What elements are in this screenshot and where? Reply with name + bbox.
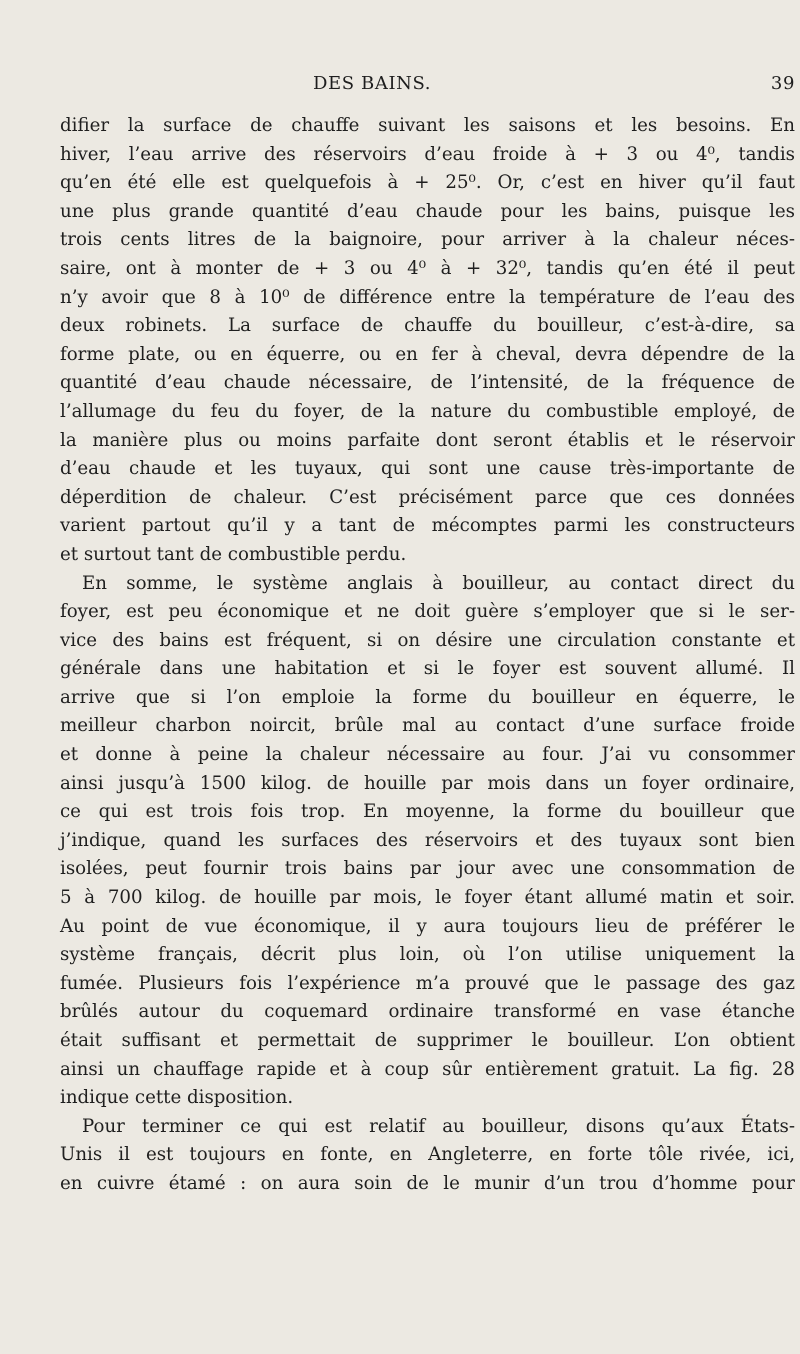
text-line: n’y avoir que 8 à 10⁰ de différence entre la température de l’eau des [60, 286, 795, 308]
text-line: et donne à peine la chaleur nécessaire au four. J’ai vu consommer [60, 744, 795, 766]
text-line: difier la surface de chauffe suivant les saisons et les besoins. En [60, 115, 795, 136]
running-header [60, 73, 795, 103]
paragraph-2 [60, 570, 795, 1113]
paragraph-1 [60, 112, 795, 570]
text-line: deux robinets. La surface de chauffe du bouilleur, c’est-à-dire, sa [60, 315, 795, 337]
text-line: fumée. Plusieurs fois l’expérience m’a prouvé que le passage des gaz [60, 972, 795, 994]
body-text [60, 112, 795, 1199]
text-line: Au point de vue économique, il y aura toujours lieu de préférer le [60, 915, 795, 937]
text-line: d’eau chaude et les tuyaux, qui sont une cause très-importante de [60, 458, 795, 480]
text-line: trois cents litres de la baignoire, pour arriver à la chaleur néces- [60, 229, 795, 251]
text-line: quantité d’eau chaude nécessaire, de l’intensité, de la fréquence de [60, 372, 795, 394]
text-line: vice des bains est fréquent, si on désire une circulation constante et [60, 629, 795, 651]
text-line: générale dans une habitation et si le foyer est souvent allumé. Il [60, 658, 795, 680]
text-line: meilleur charbon noircit, brûle mal au contact d’une surface froide [60, 715, 795, 737]
text-line: indique cette disposition. [60, 1087, 294, 1109]
text-line: ce qui est trois fois trop. En moyenne, la forme du bouilleur que [60, 801, 795, 823]
text-line: en cuivre étamé : on aura soin de le munir d’un trou d’homme pour [60, 1172, 795, 1194]
text-line: hiver, l’eau arrive des réservoirs d’eau froide à + 3 ou 4⁰, tandis [60, 143, 795, 165]
text-line: déperdition de chaleur. C’est précisément parce que ces données [60, 486, 795, 508]
text-line: forme plate, ou en équerre, ou en fer à cheval, devra dépendre de la [60, 343, 795, 365]
text-line: une plus grande quantité d’eau chaude pour les bains, puisque les [60, 200, 795, 222]
text-line: isolées, peut fournir trois bains par jour avec une consommation de [60, 858, 795, 880]
text-line: j’indique, quand les surfaces des réservoirs et des tuyaux sont bien [60, 829, 795, 851]
text-line: la manière plus ou moins parfaite dont seront établis et le réservoir [60, 429, 795, 451]
text-line: 5 à 700 kilog. de houille par mois, le foyer étant allumé matin et soir. [60, 887, 795, 909]
text-line: système français, décrit plus loin, où l’on utilise uniquement la [60, 944, 795, 966]
text-line: brûlés autour du coquemard ordinaire transformé en vase étanche [60, 1001, 795, 1023]
text-line: saire, ont à monter de + 3 ou 4⁰ à + 32⁰, tandis qu’en été il peut [60, 257, 795, 279]
paragraph-3 [60, 1113, 795, 1199]
text-line: En somme, le système anglais à bouilleur, au contact direct du [82, 572, 795, 594]
text-line: varient partout qu’il y a tant de mécomptes parmi les constructeurs [60, 515, 795, 537]
text-line: foyer, est peu économique et ne doit guère s’employer que si le ser- [60, 601, 795, 623]
text-line: ainsi jusqu’à 1500 kilog. de houille par mois dans un foyer ordinaire, [60, 772, 795, 794]
text-line: Unis il est toujours en fonte, en Angleterre, en forte tôle rivée, ici, [60, 1144, 795, 1166]
text-line: ainsi un chauffage rapide et à coup sûr entièrement gratuit. La fig. 28 [60, 1058, 795, 1080]
text-line: et surtout tant de combustible perdu. [60, 543, 407, 565]
text-line: était suffisant et permettait de supprimer le bouilleur. L’on obtient [60, 1030, 795, 1051]
page-number: 39 [770, 73, 795, 94]
text-line: arrive que si l’on emploie la forme du bouilleur en équerre, le [60, 686, 795, 708]
running-title: DES BAINS. [313, 73, 432, 94]
text-line: Pour terminer ce qui est relatif au bouilleur, disons qu’aux États- [82, 1115, 795, 1137]
text-line: qu’en été elle est quelquefois à + 25⁰. Or, c’est en hiver qu’il faut [60, 172, 795, 194]
text-line: l’allumage du feu du foyer, de la nature du combustible employé, de [60, 400, 795, 422]
